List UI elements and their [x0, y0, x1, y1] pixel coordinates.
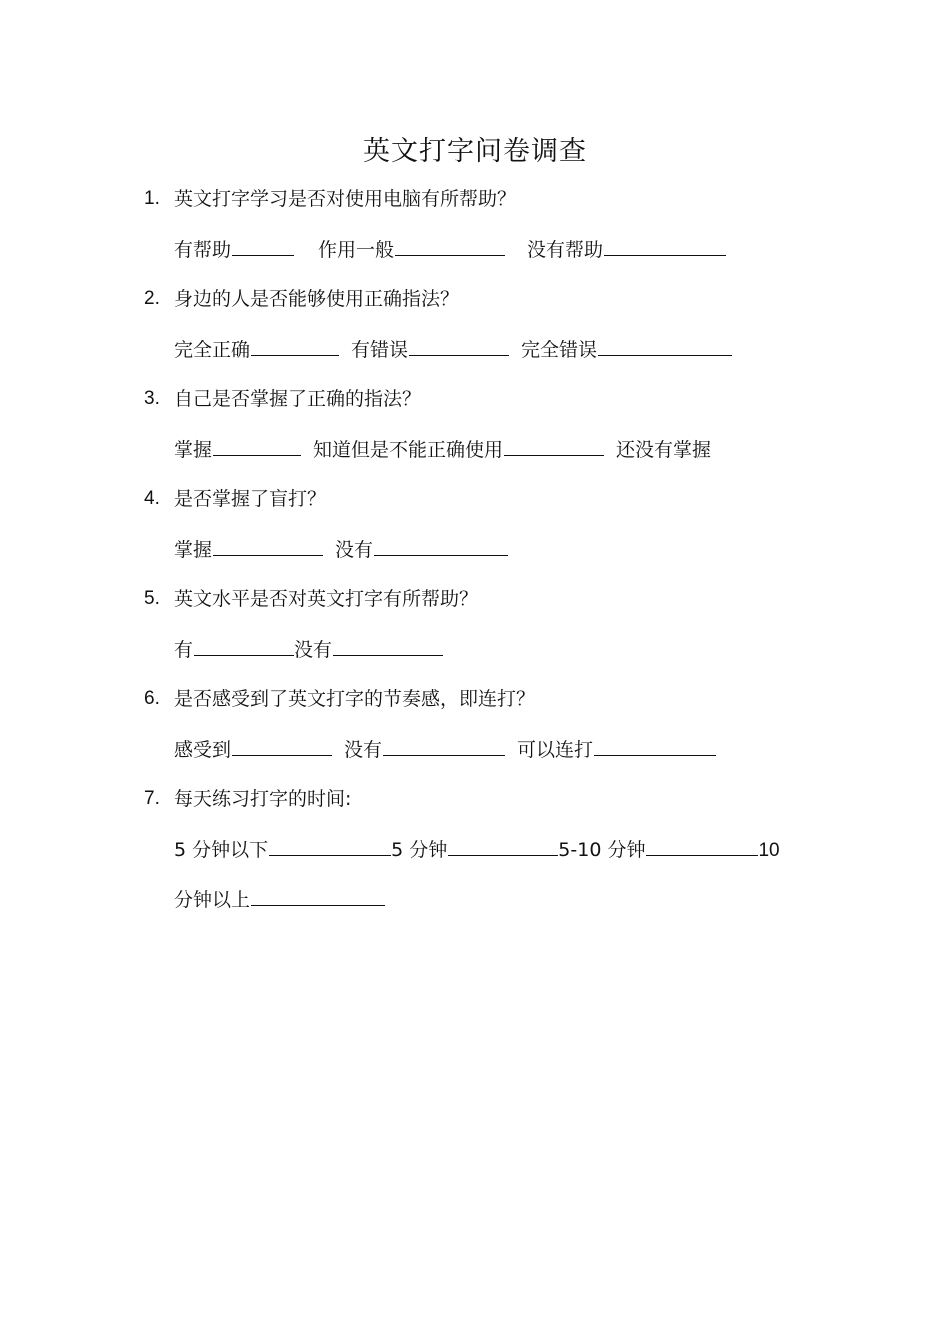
option-label: 没有 — [344, 739, 383, 761]
option-3 — [616, 436, 711, 464]
answer-blank[interactable] — [383, 735, 505, 756]
answer-blank[interactable] — [504, 435, 604, 456]
option-label: 分钟以上 — [174, 889, 251, 911]
question-number: 7. — [144, 788, 160, 809]
answer-blank[interactable] — [333, 635, 443, 656]
question-number: 3. — [144, 388, 160, 409]
option-label: 有错误 — [351, 339, 409, 361]
question-3 — [144, 380, 824, 480]
option-label: 有 — [174, 639, 194, 661]
answer-blank[interactable] — [598, 335, 732, 356]
answer-options — [174, 335, 732, 364]
question-number: 2. — [144, 288, 160, 309]
option-label: 感受到 — [174, 739, 232, 761]
answer-blank[interactable] — [448, 835, 558, 856]
answer-blank[interactable] — [395, 235, 505, 256]
option-2 — [313, 435, 604, 464]
option-3 — [527, 235, 726, 264]
question-number: 1. — [144, 188, 160, 209]
option-label: 可以连打 — [517, 739, 594, 761]
question-number: 6. — [144, 688, 160, 709]
answer-blank[interactable] — [604, 235, 726, 256]
question-text: 每天练习打字的时间: — [174, 788, 352, 810]
option-3 — [558, 835, 758, 864]
answer-blank[interactable] — [232, 235, 294, 256]
option-2 — [294, 635, 443, 664]
question-1 — [144, 180, 824, 280]
question-2 — [144, 280, 824, 380]
option-1 — [174, 835, 391, 864]
option-4-start — [758, 837, 779, 865]
option-label: 掌握 — [174, 439, 213, 461]
answer-blank[interactable] — [213, 535, 323, 556]
question-text: 自己是否掌握了正确的指法？ — [174, 388, 422, 410]
option-1 — [174, 335, 339, 364]
question-5 — [144, 580, 824, 680]
option-label: 没有 — [294, 639, 333, 661]
question-number: 5. — [144, 588, 160, 609]
option-label: 知道但是不能正确使用 — [313, 439, 504, 461]
option-3 — [517, 735, 716, 764]
question-text: 是否掌握了盲打？ — [174, 488, 327, 510]
question-number: 4. — [144, 488, 160, 509]
option-1 — [174, 735, 332, 764]
option-2 — [344, 735, 505, 764]
option-label: 作用一般 — [318, 239, 395, 261]
answer-blank[interactable] — [232, 735, 332, 756]
answer-blank[interactable] — [646, 835, 758, 856]
option-label: 5 分钟 — [391, 839, 448, 861]
answer-options — [174, 535, 508, 564]
option-2 — [351, 335, 509, 364]
answer-blank[interactable] — [409, 335, 509, 356]
answer-options — [174, 735, 716, 764]
answer-blank[interactable] — [594, 735, 716, 756]
option-2 — [335, 535, 508, 564]
answer-blank[interactable] — [213, 435, 301, 456]
question-7 — [144, 780, 824, 930]
question-list — [144, 180, 824, 930]
answer-options-continued — [174, 885, 385, 914]
option-label: 没有帮助 — [527, 239, 604, 261]
option-1 — [174, 235, 294, 264]
answer-blank[interactable] — [194, 635, 294, 656]
option-3 — [521, 335, 732, 364]
option-1 — [174, 635, 294, 664]
option-label: 有帮助 — [174, 239, 232, 261]
answer-options — [174, 635, 443, 664]
question-text: 身边的人是否能够使用正确指法？ — [174, 288, 460, 310]
option-label: 还没有掌握 — [616, 439, 712, 461]
option-label: 5-10 分钟 — [558, 839, 646, 861]
answer-options — [174, 235, 726, 264]
question-text: 是否感受到了英文打字的节奏感，即连打？ — [174, 688, 536, 710]
option-label: 没有 — [335, 539, 374, 561]
option-4-end — [174, 885, 385, 914]
question-6 — [144, 680, 824, 780]
answer-blank[interactable] — [374, 535, 508, 556]
option-label: 完全错误 — [521, 339, 598, 361]
option-1 — [174, 435, 301, 464]
option-1 — [174, 535, 323, 564]
answer-blank[interactable] — [251, 335, 339, 356]
option-label: 掌握 — [174, 539, 213, 561]
answer-blank[interactable] — [251, 885, 385, 906]
question-4 — [144, 480, 824, 580]
option-label: 5 分钟以下 — [174, 839, 269, 861]
answer-blank[interactable] — [269, 835, 391, 856]
option-2 — [318, 235, 505, 264]
page-title: 英文打字问卷调查 — [363, 136, 587, 167]
answer-options — [174, 435, 711, 464]
option-2 — [391, 835, 558, 864]
answer-options — [174, 835, 780, 865]
question-text: 英文水平是否对英文打字有所帮助？ — [174, 588, 479, 610]
option-label: 完全正确 — [174, 339, 251, 361]
option-label: 10 — [758, 840, 780, 861]
question-text: 英文打字学习是否对使用电脑有所帮助？ — [174, 188, 517, 210]
